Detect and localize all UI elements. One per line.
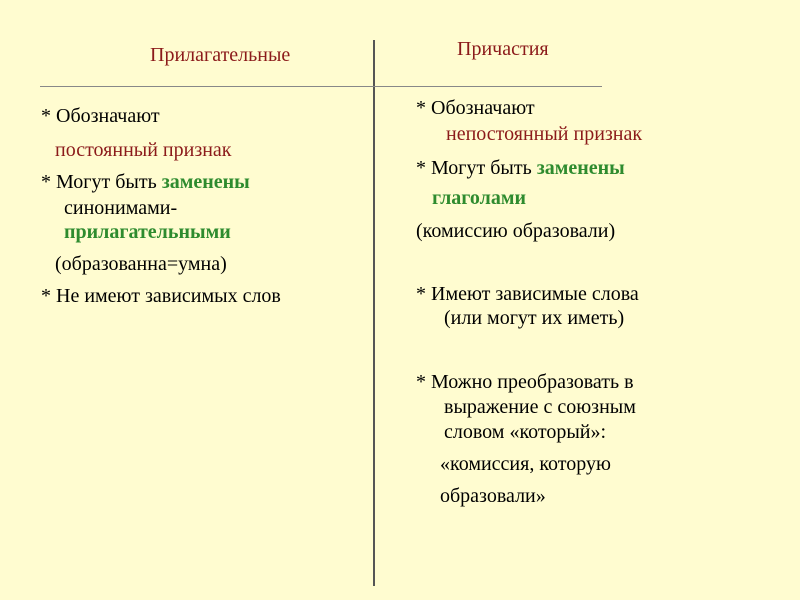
left-heading: Прилагательные bbox=[150, 44, 291, 66]
right-line-2: непостоянный признак bbox=[446, 123, 643, 145]
right-line-7: (или могут их иметь) bbox=[444, 307, 625, 329]
left-line-2: постоянный признак bbox=[55, 139, 232, 161]
header-divider-horizontal bbox=[40, 86, 602, 87]
right-line-9: выражение с союзным bbox=[444, 396, 636, 418]
right-line-10: словом «который»: bbox=[444, 421, 607, 443]
right-line-3-highlight: заменены bbox=[536, 157, 625, 179]
right-line-1: * Обозначают bbox=[416, 97, 535, 119]
left-line-3 bbox=[41, 170, 250, 194]
left-line-4: синонимами- bbox=[64, 197, 178, 219]
right-heading: Причастия bbox=[457, 38, 549, 60]
right-line-4: глаголами bbox=[432, 187, 526, 209]
right-line-5: (комиссию образовали) bbox=[416, 220, 616, 242]
left-line-7: * Не имеют зависимых слов bbox=[41, 285, 281, 307]
right-line-3-text: * Могут быть bbox=[416, 157, 537, 179]
right-line-12: образовали» bbox=[440, 485, 546, 507]
right-line-11: «комиссия, которую bbox=[440, 453, 611, 475]
left-line-1: * Обозначают bbox=[41, 105, 160, 127]
right-line-6: * Имеют зависимые слова bbox=[416, 283, 639, 305]
right-line-3 bbox=[416, 156, 625, 180]
left-line-5: прилагательными bbox=[64, 221, 231, 243]
column-divider-vertical bbox=[373, 40, 375, 586]
left-line-3-highlight: заменены bbox=[161, 171, 250, 193]
left-line-3-text: * Могут быть bbox=[41, 171, 162, 193]
left-line-6: (образованна=умна) bbox=[55, 253, 227, 275]
right-line-8: * Можно преобразовать в bbox=[416, 371, 634, 393]
